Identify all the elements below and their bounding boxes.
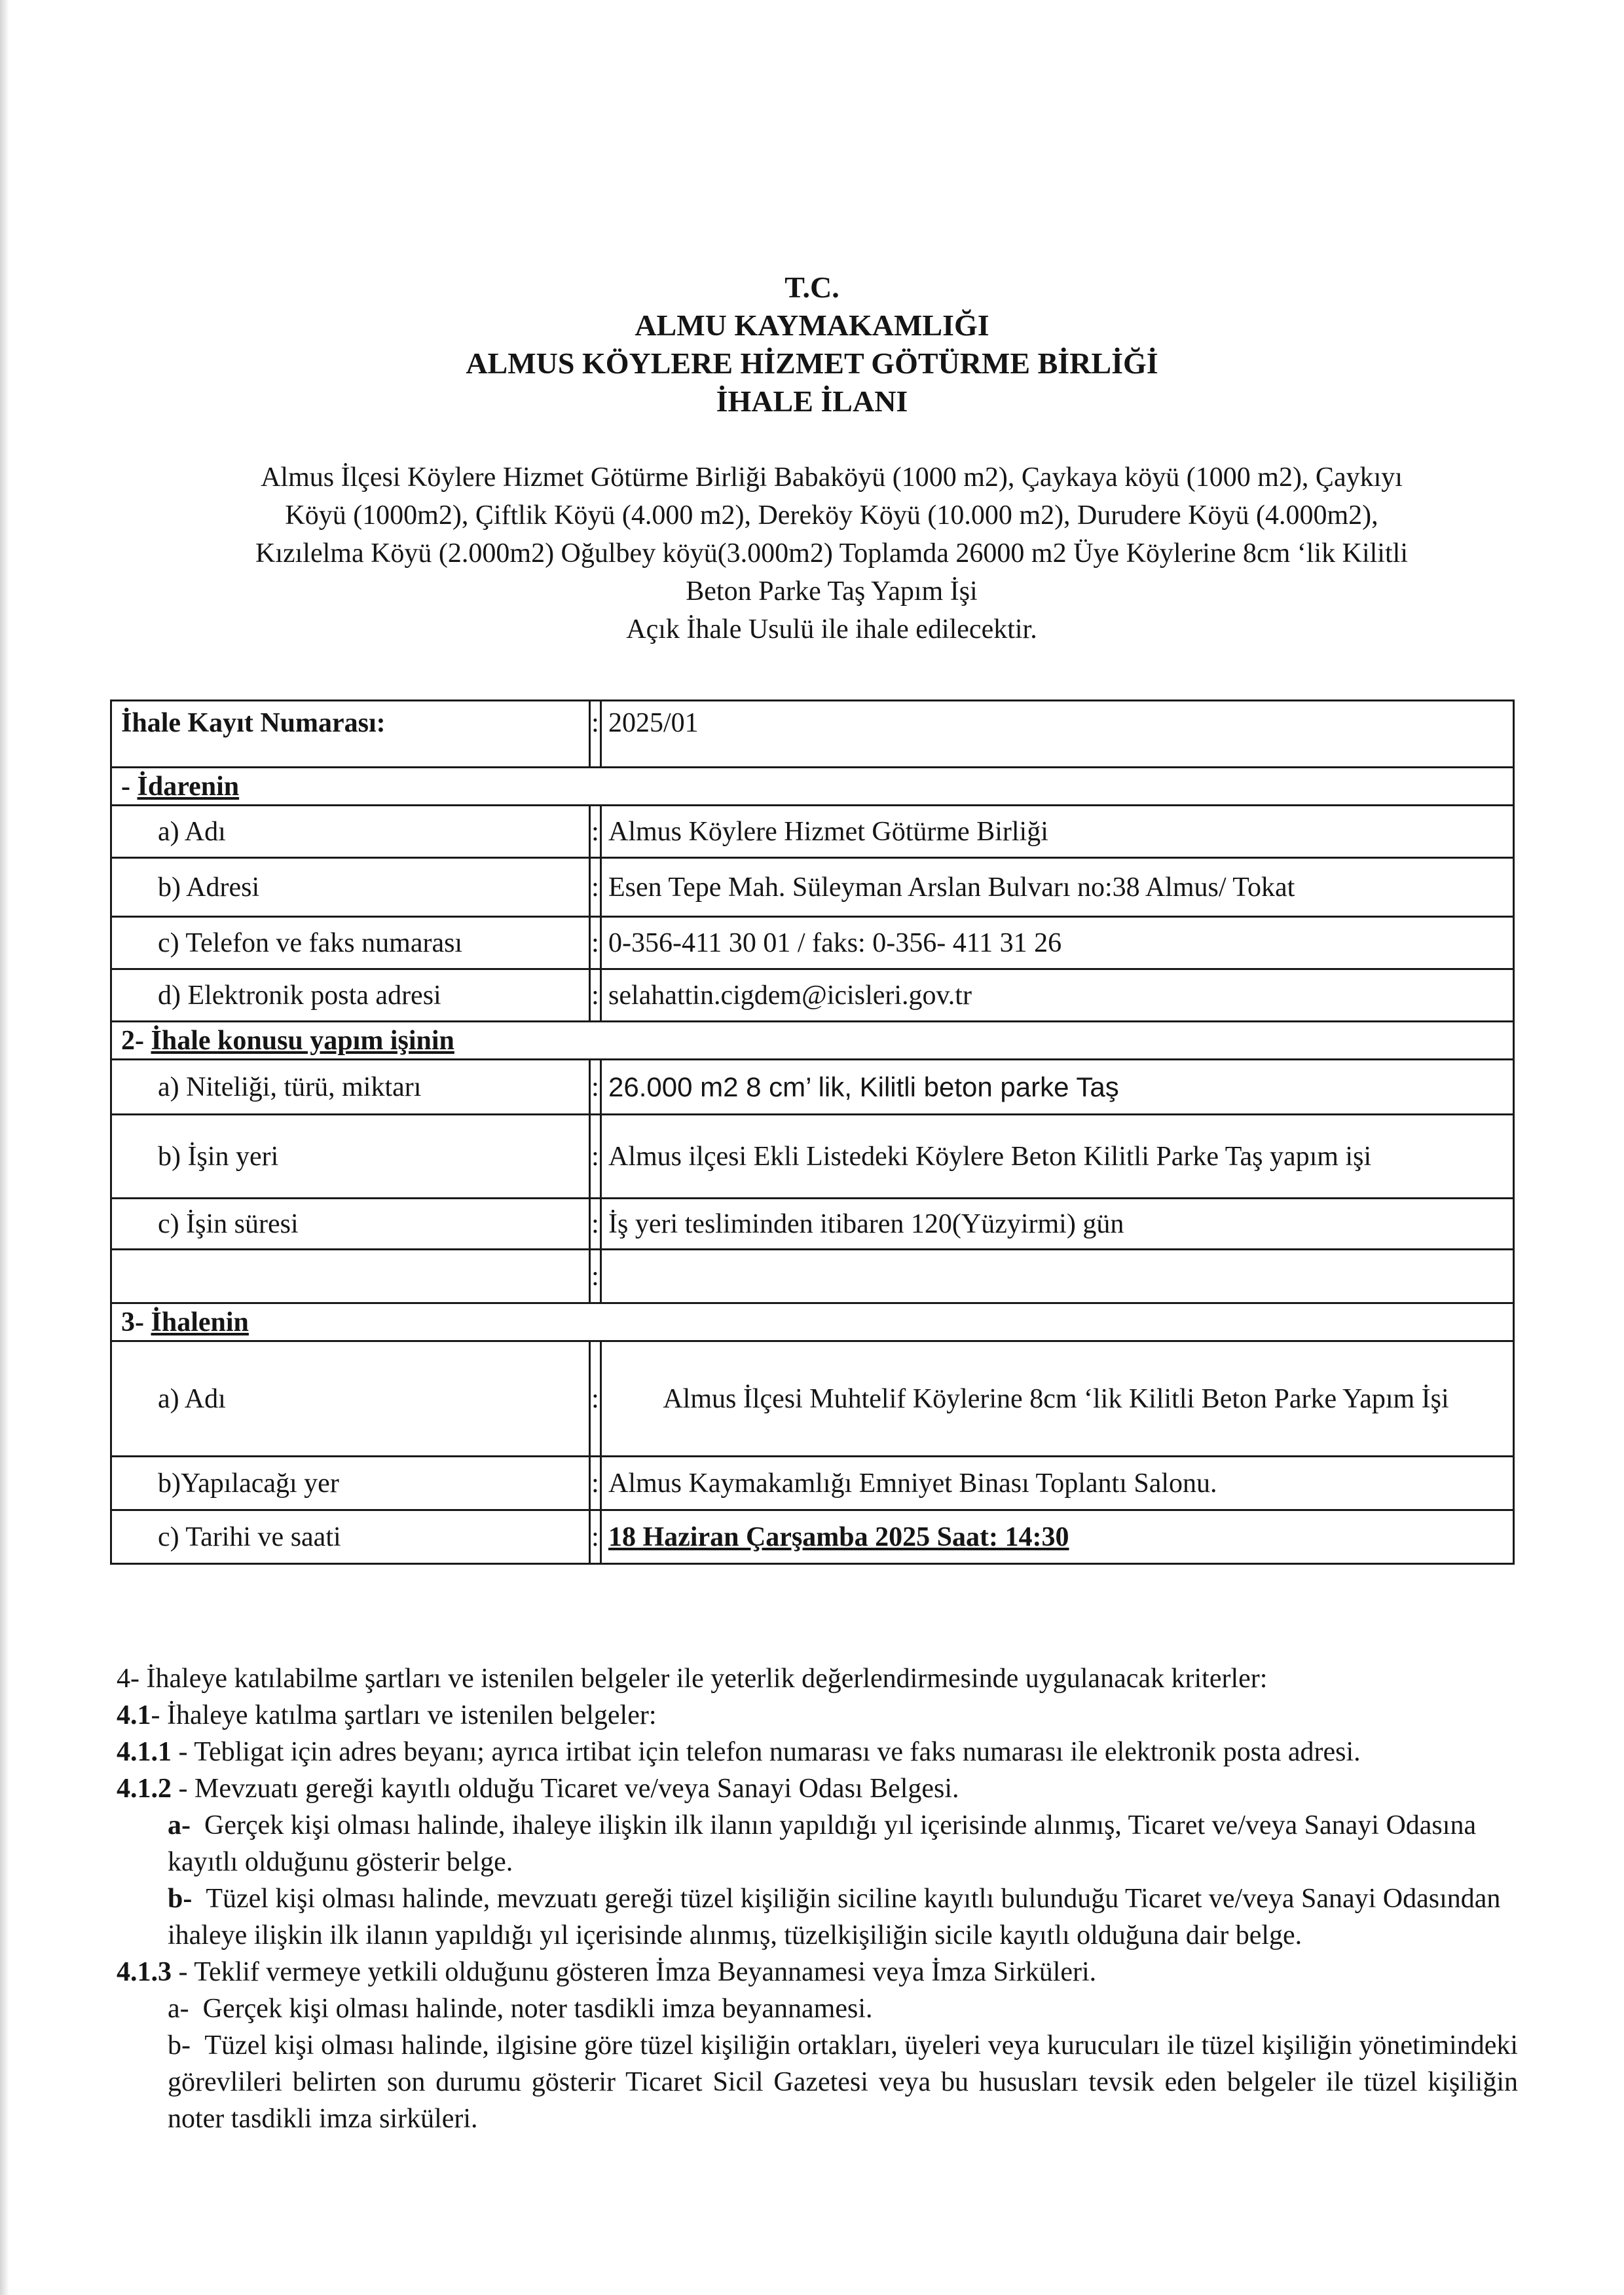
item-number: 4.1.2 bbox=[117, 1774, 172, 1804]
item-marker: b- bbox=[168, 2030, 191, 2061]
criteria-413 bbox=[117, 1954, 1518, 1990]
colon: : bbox=[590, 969, 601, 1022]
criteria-412b bbox=[117, 1880, 1518, 1954]
item-text: - Teklif vermeye yetkili olduğunu gösteren İmza Beyannamesi veya İmza Sirküleri. bbox=[172, 1957, 1097, 1987]
criteria-4: 4- İhaleye katılabilme şartları ve istenilen belgeler ile yeterlik değerlendirmesinde uygulanacak kriterler: bbox=[117, 1664, 1268, 1694]
intro-paragraph bbox=[151, 458, 1513, 648]
colon: : bbox=[590, 1060, 601, 1115]
item-marker: a- bbox=[168, 1994, 189, 2024]
item-text: Tüzel kişi olması halinde, ilgisine göre tüzel kişiliğin ortakları, üyeleri veya kurucuları ile tüzel kişiliğin yönetimindeki görevlileri belirten son durumu gösterir Ticaret Sicil Gazetesi veya bu hususları tevsik eden belgeler ile tüzel kişiliğin noter tasdikli imza sirküleri. bbox=[168, 2030, 1519, 2134]
table-row bbox=[111, 917, 1514, 969]
section-title: İhale konusu yapım işinin bbox=[151, 1025, 454, 1056]
row-label: c) Telefon ve faks numarası bbox=[111, 917, 590, 969]
criteria-413b bbox=[117, 2027, 1518, 2137]
item-number: 4.1.1 bbox=[117, 1737, 172, 1767]
row-value: İş yeri tesliminden itibaren 120(Yüzyirmi) gün bbox=[601, 1199, 1514, 1250]
section-prefix: - bbox=[121, 771, 138, 802]
empty-cell bbox=[601, 1250, 1514, 1303]
row-label: b)Yapılacağı yer bbox=[111, 1457, 590, 1510]
item-number: 4.1 bbox=[117, 1700, 151, 1730]
criteria-412a bbox=[117, 1807, 1518, 1880]
section-title: İdarenin bbox=[137, 771, 240, 802]
colon: : bbox=[590, 917, 601, 969]
table-row bbox=[111, 768, 1514, 806]
table-row bbox=[111, 701, 1514, 768]
table-row bbox=[111, 1510, 1514, 1564]
table-row bbox=[111, 1060, 1514, 1115]
row-value: 26.000 m2 8 cm’ lik, Kilitli beton parke Taş bbox=[601, 1060, 1514, 1115]
criteria-413a bbox=[117, 1990, 1518, 2027]
section-heading-idare bbox=[111, 768, 1514, 806]
intro-line: Açık İhale Usulü ile ihale edilecektir. bbox=[626, 614, 1037, 644]
criteria-41 bbox=[117, 1697, 1518, 1734]
item-text: Tüzel kişi olması halinde, mevzuatı gereği tüzel kişiliğin siciline kayıtlı bulunduğu Ticaret ve/veya Sanayi Odasından ihaleye ilişkin ilk ilanın yapıldığı yıl içerisinde alınmış, tüzelkişiliğin sicile kayıtlı olduğuna dair belge. bbox=[168, 1884, 1501, 1950]
row-label: b) Adresi bbox=[111, 858, 590, 917]
document-header bbox=[0, 269, 1624, 420]
table-row bbox=[111, 1341, 1514, 1457]
colon: : bbox=[590, 1199, 601, 1250]
table-row bbox=[111, 1115, 1514, 1199]
criteria-412 bbox=[117, 1770, 1518, 1807]
item-marker: a- bbox=[168, 1810, 191, 1840]
row-value: 0-356-411 30 01 / faks: 0-356- 411 31 26 bbox=[601, 917, 1514, 969]
table-row bbox=[111, 969, 1514, 1022]
colon: : bbox=[590, 1341, 601, 1457]
row-value: Almus Köylere Hizmet Götürme Birliği bbox=[601, 806, 1514, 858]
item-text: Gerçek kişi olması halinde, ihaleye ilişkin ilk ilanın yapıldığı yıl içerisinde alınmış, Ticaret ve/veya Sanayi Odasına kayıtlı olduğunu gösterir belge. bbox=[168, 1810, 1477, 1877]
table-row bbox=[111, 1457, 1514, 1510]
intro-line: Kızılelma Köyü (2.000m2) Oğulbey köyü(3.000m2) Toplamda 26000 m2 Üye Köylerine 8cm ‘lik Kilitli bbox=[255, 538, 1408, 569]
item-text: Gerçek kişi olması halinde, noter tasdikli imza beyannamesi. bbox=[202, 1994, 873, 2024]
colon: : bbox=[590, 1457, 601, 1510]
criteria-section bbox=[117, 1660, 1518, 2137]
item-text: - İhaleye katılma şartları ve istenilen belgeler: bbox=[151, 1700, 657, 1730]
colon: : bbox=[590, 1115, 601, 1199]
table-row bbox=[111, 806, 1514, 858]
section-title: İhalenin bbox=[151, 1307, 249, 1337]
colon: : bbox=[590, 701, 601, 768]
row-label: a) Adı bbox=[111, 806, 590, 858]
row-label: c) İşin süresi bbox=[111, 1199, 590, 1250]
row-value: Esen Tepe Mah. Süleyman Arslan Bulvarı no:38 Almus/ Tokat bbox=[601, 858, 1514, 917]
row-value: 18 Haziran Çarşamba 2025 Saat: 14:30 bbox=[601, 1510, 1514, 1564]
header-title: İHALE İLANI bbox=[716, 384, 908, 418]
row-label: a) Adı bbox=[111, 1341, 590, 1457]
row-value: Almus İlçesi Muhtelif Köylerine 8cm ‘lik Kilitli Beton Parke Yapım İşi bbox=[601, 1341, 1514, 1457]
table-row bbox=[111, 858, 1514, 917]
kayit-value: 2025/01 bbox=[601, 701, 1514, 768]
empty-cell bbox=[111, 1250, 590, 1303]
colon: : bbox=[590, 806, 601, 858]
section-prefix: 2- bbox=[121, 1025, 151, 1056]
header-birlik: ALMUS KÖYLERE HİZMET GÖTÜRME BİRLİĞİ bbox=[466, 346, 1158, 380]
header-tc: T.C. bbox=[784, 271, 840, 304]
row-value: Almus Kaymakamlığı Emniyet Binası Toplantı Salonu. bbox=[601, 1457, 1514, 1510]
item-number: 4.1.3 bbox=[117, 1957, 172, 1987]
item-text: - Tebligat için adres beyanı; ayrıca irtibat için telefon numarası ve faks numarası ile elektronik posta adresi. bbox=[172, 1737, 1361, 1767]
intro-line: Beton Parke Taş Yapım İşi bbox=[686, 576, 978, 606]
section-heading-konu bbox=[111, 1022, 1514, 1060]
colon: : bbox=[590, 858, 601, 917]
colon: : bbox=[590, 1250, 601, 1303]
ihale-info-table bbox=[110, 700, 1515, 1565]
row-label: a) Niteliği, türü, miktarı bbox=[111, 1060, 590, 1115]
table-row bbox=[111, 1199, 1514, 1250]
item-text: - Mevzuatı gereği kayıtlı olduğu Ticaret ve/veya Sanayi Odası Belgesi. bbox=[172, 1774, 959, 1804]
item-marker: b- bbox=[168, 1884, 193, 1914]
intro-line: Almus İlçesi Köylere Hizmet Götürme Birliği Babaköyü (1000 m2), Çaykaya köyü (1000 m2), Çaykıyı bbox=[261, 462, 1403, 493]
table-row bbox=[111, 1022, 1514, 1060]
table-row bbox=[111, 1250, 1514, 1303]
header-kaymakamlik: ALMU KAYMAKAMLIĞI bbox=[635, 308, 989, 342]
kayit-label: İhale Kayıt Numarası: bbox=[111, 701, 590, 768]
intro-line: Köyü (1000m2), Çiftlik Köyü (4.000 m2), Dereköy Köyü (10.000 m2), Durudere Köyü (4.000m2), bbox=[285, 500, 1378, 531]
table-row bbox=[111, 1303, 1514, 1341]
section-heading-ihale bbox=[111, 1303, 1514, 1341]
colon: : bbox=[590, 1510, 601, 1564]
row-value: Almus ilçesi Ekli Listedeki Köylere Beton Kilitli Parke Taş yapım işi bbox=[601, 1115, 1514, 1199]
criteria-411 bbox=[117, 1734, 1518, 1770]
section-prefix: 3- bbox=[121, 1307, 151, 1337]
row-label: b) İşin yeri bbox=[111, 1115, 590, 1199]
row-label: d) Elektronik posta adresi bbox=[111, 969, 590, 1022]
row-value: selahattin.cigdem@icisleri.gov.tr bbox=[601, 969, 1514, 1022]
row-label: c) Tarihi ve saati bbox=[111, 1510, 590, 1564]
